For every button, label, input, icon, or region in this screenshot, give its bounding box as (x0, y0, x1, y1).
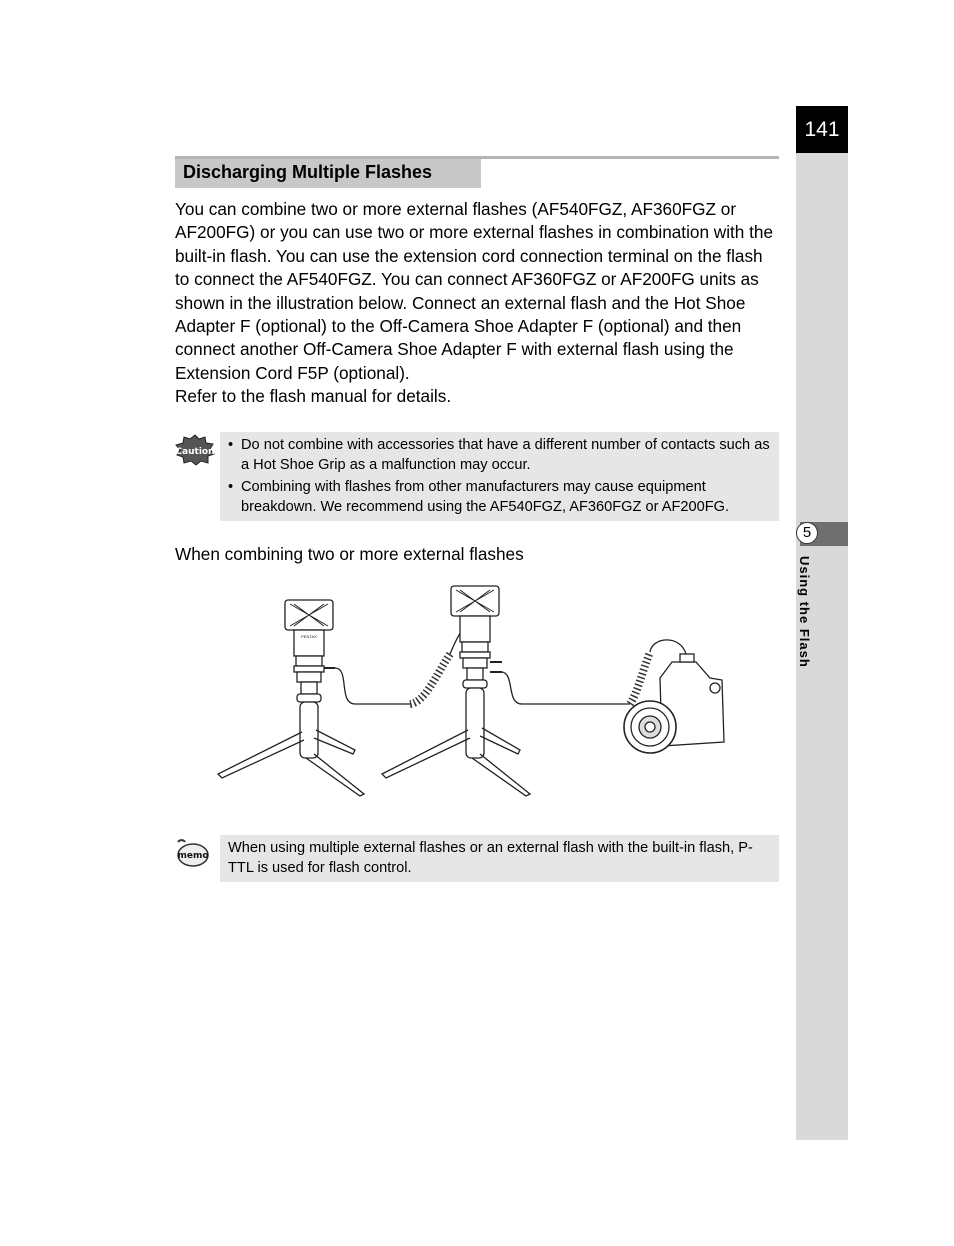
camera-body (624, 654, 724, 753)
body-text (175, 198, 781, 409)
coiled-cord-1 (335, 630, 462, 704)
chapter-title: Using the Flash (797, 556, 812, 668)
caution-icon-label: Caution (175, 447, 215, 457)
caution-item (228, 478, 773, 517)
page-number: 141 (796, 106, 848, 153)
memo-icon (176, 838, 210, 873)
body-refer: Refer to the flash manual for details. (175, 386, 452, 407)
caution-item-text: Combining with flashes from other manufacturers may cause equipment breakdown. We recommend using the AF540FGZ, AF360FGZ or AF200FG. (241, 479, 730, 515)
bullet: • (228, 437, 234, 453)
caution-icon (175, 434, 215, 471)
flash-unit-1 (285, 600, 335, 682)
caution-box (220, 432, 779, 521)
memo-box: When using multiple external flashes or an external flash with the built-in flash, P-TTL is used for flash control. (220, 835, 779, 882)
flash-brand-label: PENTAX (301, 634, 317, 639)
memo-icon-label: memo (177, 851, 209, 861)
flash-unit-2 (451, 586, 502, 672)
multi-flash-illustration (210, 582, 735, 802)
tripod-1 (218, 682, 364, 796)
caution-item (228, 436, 773, 475)
chapter-number: 5 (796, 522, 818, 544)
bullet: • (228, 479, 234, 495)
body-paragraph: You can combine two or more external flashes (AF540FGZ, AF360FGZ or AF200FG) or you can use two or more external flashes in combination with the built-in flash. You can use the extension cord connection terminal on the flash to connect the AF540FGZ. You can connect AF360FGZ or AF200FG units as shown in the illustration below. Connect an external flash and the Hot Shoe Adapter F (optional) to the Off-Camera Shoe Adapter F (optional) and then connect another Off-Camera Shoe Adapter F with external flash using the Extension Cord F5P (optional). (175, 199, 774, 383)
section-heading: Discharging Multiple Flashes (175, 159, 481, 188)
caution-item-text: Do not combine with accessories that have a different number of contacts such as a Hot Shoe Grip as a malfunction may occur. (241, 437, 770, 473)
tripod-2 (382, 668, 530, 796)
figure-caption: When combining two or more external flashes (175, 544, 524, 564)
coiled-cord-2 (502, 640, 686, 704)
